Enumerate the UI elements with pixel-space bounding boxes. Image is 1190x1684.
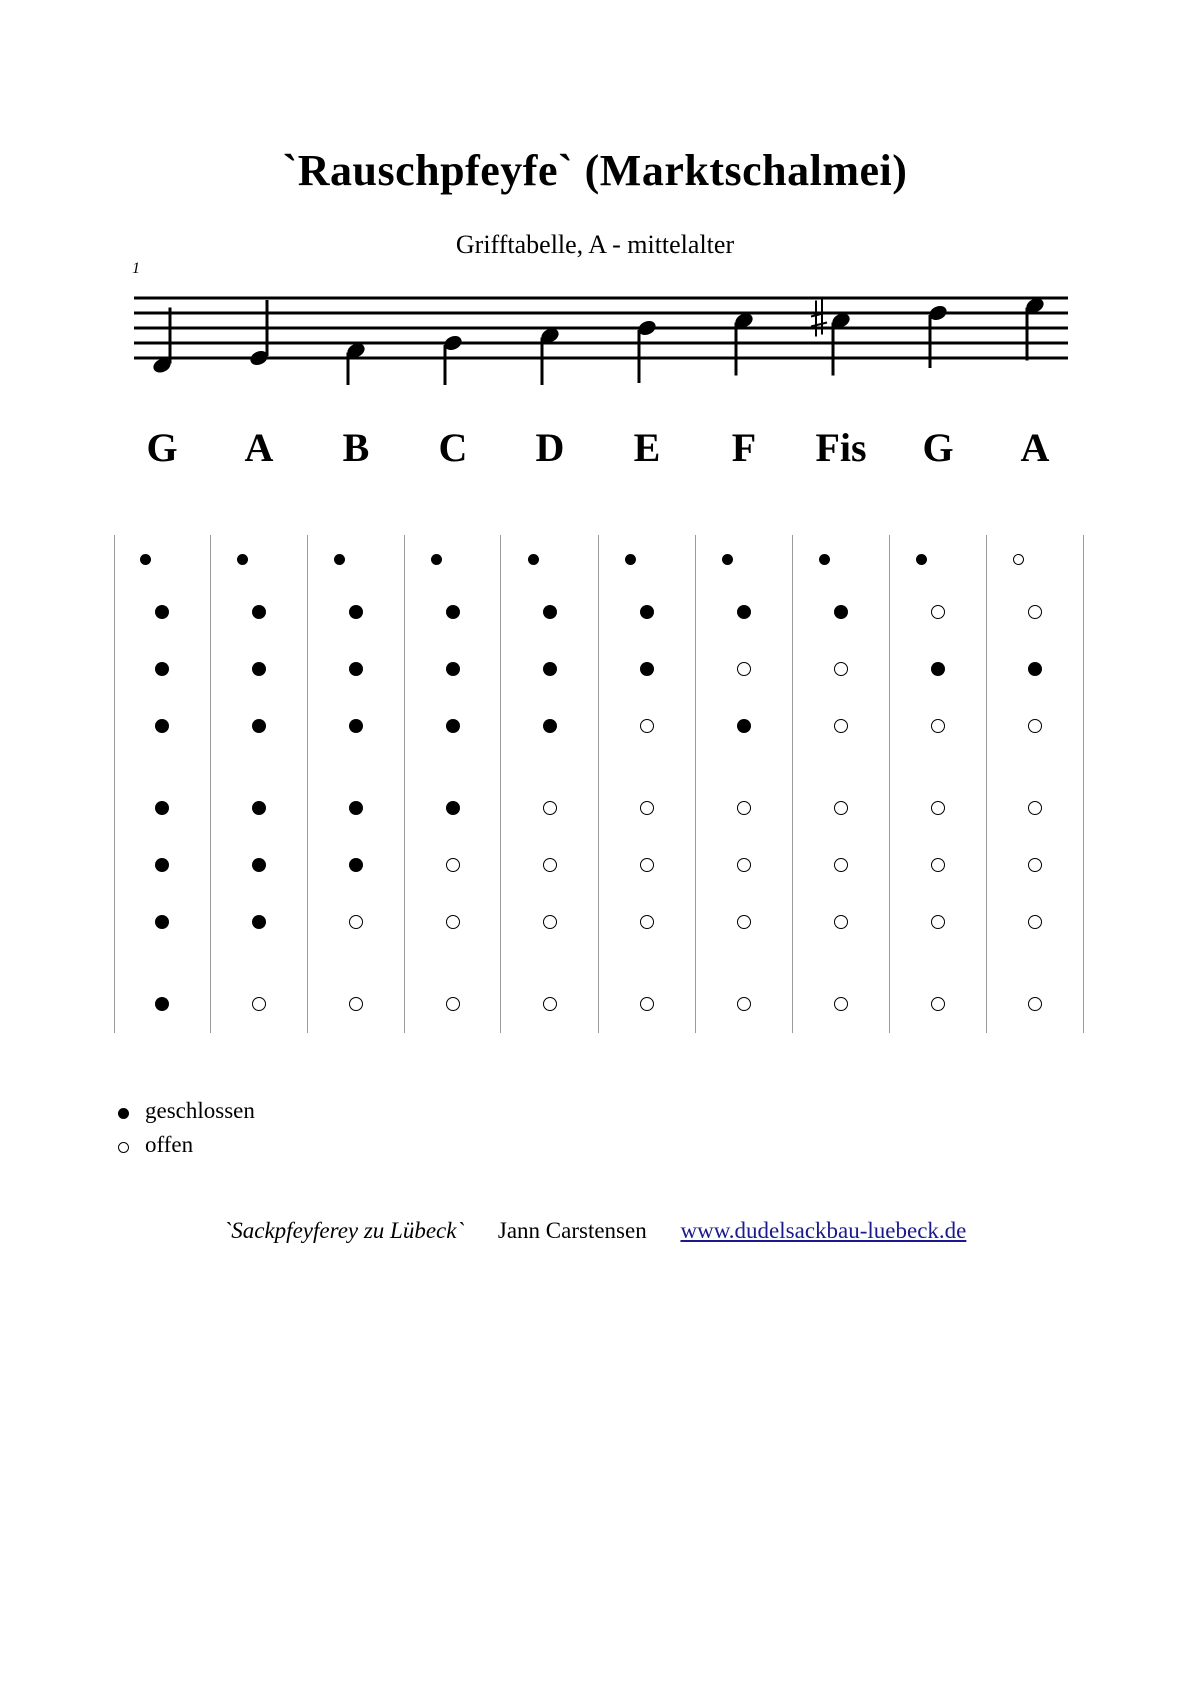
note-name-label: A <box>1020 425 1050 470</box>
staff-note <box>811 299 852 376</box>
open-hole-icon <box>543 858 557 872</box>
closed-hole-icon <box>155 858 169 872</box>
open-hole-icon <box>1028 801 1042 815</box>
closed-hole-icon <box>737 719 751 733</box>
legend-open-label: offen <box>145 1132 194 1157</box>
closed-hole-icon <box>155 915 169 929</box>
note-name-label: E <box>633 425 661 470</box>
closed-hole-icon <box>252 662 266 676</box>
open-hole-icon <box>737 858 751 872</box>
note-name-label: G <box>922 425 954 470</box>
open-hole-icon <box>931 915 945 929</box>
open-hole-icon <box>1028 858 1042 872</box>
closed-hole-icon <box>349 605 363 619</box>
closed-hole-icon <box>349 719 363 733</box>
note-name-label: Fis <box>815 425 867 470</box>
closed-hole-icon <box>155 801 169 815</box>
fingering-chart <box>0 535 1190 1035</box>
note-name-label: G <box>146 425 178 470</box>
open-hole-icon <box>1028 915 1042 929</box>
closed-hole-icon <box>543 719 557 733</box>
fingering-column <box>696 535 792 1033</box>
open-hole-icon <box>446 858 460 872</box>
page-subtitle: Grifftabelle, A - mittelalter <box>455 230 735 259</box>
closed-hole-icon <box>446 605 460 619</box>
footer-author: Jann Carstensen <box>497 1218 647 1243</box>
open-hole-icon <box>640 915 654 929</box>
open-hole-icon <box>737 997 751 1011</box>
open-hole-icon <box>931 605 945 619</box>
fingering-column <box>599 535 695 1033</box>
fingering-column <box>211 535 307 1033</box>
measure-number: 1 <box>132 260 140 277</box>
open-hole-icon <box>640 801 654 815</box>
note-names-row <box>0 424 1190 474</box>
open-hole-icon <box>349 915 363 929</box>
note-name-label: A <box>244 425 274 470</box>
fingering-column <box>890 535 986 1033</box>
staff-lines <box>134 298 1068 358</box>
open-hole-icon <box>1013 554 1024 565</box>
note-name-label: D <box>535 425 565 470</box>
footer-workshop: `Sackpfeyferey zu Lübeck` <box>223 1218 465 1243</box>
closed-hole-icon <box>1028 662 1042 676</box>
note-name-label: C <box>438 425 468 470</box>
open-hole-icon <box>737 801 751 815</box>
closed-hole-icon <box>155 662 169 676</box>
open-hole-icon <box>737 915 751 929</box>
footer <box>0 1218 1190 1244</box>
closed-hole-icon <box>349 662 363 676</box>
open-hole-icon <box>931 997 945 1011</box>
closed-hole-icon <box>431 554 442 565</box>
closed-hole-icon <box>625 554 636 565</box>
staff-note <box>539 326 561 385</box>
open-hole-icon <box>834 915 848 929</box>
fingering-column <box>987 535 1083 1033</box>
closed-hole-icon <box>543 662 557 676</box>
closed-hole-icon <box>252 801 266 815</box>
closed-hole-icon <box>834 605 848 619</box>
open-hole-icon <box>931 801 945 815</box>
open-hole-icon <box>640 719 654 733</box>
open-hole-icon <box>834 997 848 1011</box>
closed-hole-icon <box>349 858 363 872</box>
fingering-column <box>114 535 210 1033</box>
staff-notes <box>151 296 1046 385</box>
closed-hole-icon <box>446 662 460 676</box>
music-staff <box>0 255 1190 385</box>
footer-website-link[interactable]: www.dudelsackbau-luebeck.de <box>680 1218 967 1243</box>
open-hole-icon <box>543 801 557 815</box>
closed-hole-icon <box>722 554 733 565</box>
fingering-column <box>793 535 889 1033</box>
open-hole-icon <box>1028 719 1042 733</box>
closed-hole-icon <box>252 915 266 929</box>
sharp-sign-stroke <box>811 323 827 327</box>
fingering-column <box>308 535 404 1033</box>
staff-note <box>151 308 173 376</box>
open-hole-icon <box>931 719 945 733</box>
column-divider <box>1083 535 1084 1033</box>
closed-hole-icon <box>252 719 266 733</box>
open-hole-icon <box>446 997 460 1011</box>
closed-hole-icon <box>737 605 751 619</box>
closed-hole-icon <box>528 554 539 565</box>
closed-hole-icon <box>237 554 248 565</box>
open-hole-icon <box>543 997 557 1011</box>
open-hole-icon <box>931 858 945 872</box>
staff-note <box>345 341 367 385</box>
note-name-label: F <box>731 425 757 470</box>
closed-hole-icon <box>640 605 654 619</box>
closed-hole-icon <box>446 801 460 815</box>
open-hole-icon <box>1028 605 1042 619</box>
closed-hole-icon <box>446 719 460 733</box>
closed-hole-icon <box>931 662 945 676</box>
open-hole-icon <box>640 997 654 1011</box>
staff-note <box>636 318 658 383</box>
open-hole-icon <box>737 662 751 676</box>
closed-hole-icon <box>155 997 169 1011</box>
closed-hole-icon <box>155 719 169 733</box>
closed-hole-icon <box>640 662 654 676</box>
open-hole-icon <box>834 662 848 676</box>
note-name-label: B <box>342 425 370 470</box>
staff-note <box>248 300 270 368</box>
closed-hole-icon <box>349 801 363 815</box>
closed-hole-icon <box>118 1108 129 1119</box>
closed-hole-icon <box>155 605 169 619</box>
open-hole-icon <box>834 719 848 733</box>
open-hole-icon <box>118 1142 129 1153</box>
open-hole-icon <box>446 915 460 929</box>
closed-hole-icon <box>140 554 151 565</box>
page-title: `Rauschpfeyfe` (Marktschalmei) <box>282 146 908 195</box>
open-hole-icon <box>543 915 557 929</box>
open-hole-icon <box>252 997 266 1011</box>
closed-hole-icon <box>543 605 557 619</box>
closed-hole-icon <box>916 554 927 565</box>
open-hole-icon <box>349 997 363 1011</box>
legend-closed-label: geschlossen <box>145 1098 255 1123</box>
open-hole-icon <box>1028 997 1042 1011</box>
open-hole-icon <box>834 801 848 815</box>
closed-hole-icon <box>819 554 830 565</box>
open-hole-icon <box>834 858 848 872</box>
closed-hole-icon <box>252 858 266 872</box>
closed-hole-icon <box>334 554 345 565</box>
fingering-column <box>405 535 501 1033</box>
fingering-column <box>502 535 598 1033</box>
open-hole-icon <box>640 858 654 872</box>
closed-hole-icon <box>252 605 266 619</box>
